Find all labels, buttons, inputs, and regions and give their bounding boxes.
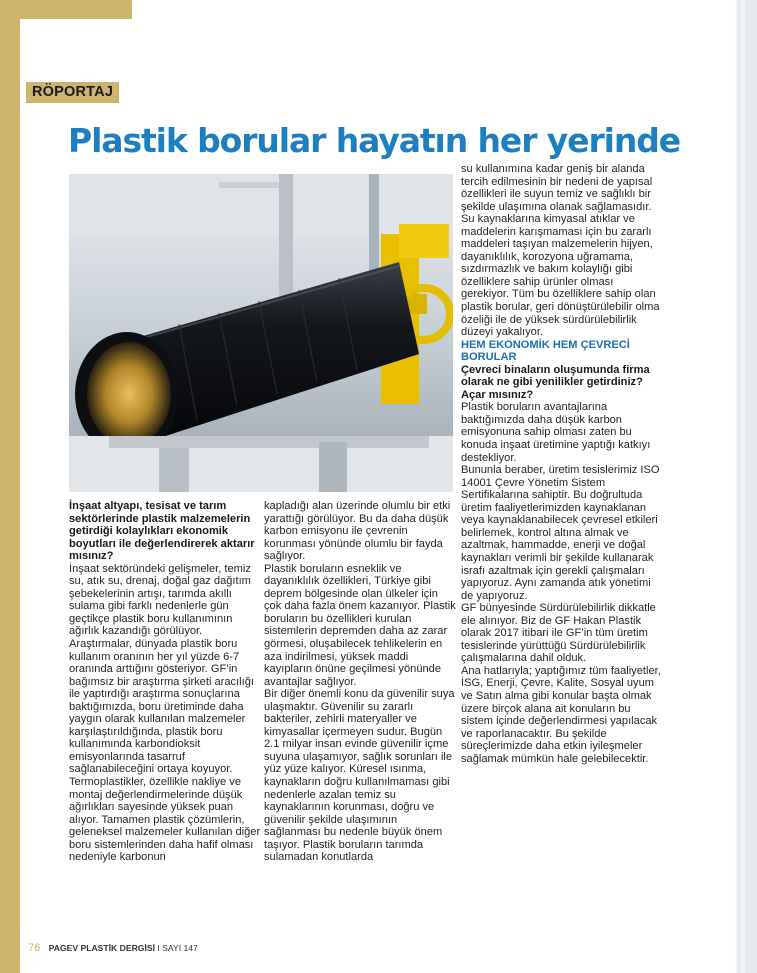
interview-question: İnşaat altyapı, tesisat ve tarım sektörlerinde plastik malzemelerin getirdiği kolaylıkları ekonomik boyutları ile değerlendirerek aktarır mısınız? (69, 500, 255, 563)
adjacent-page-edge (735, 0, 757, 973)
body-paragraph: Plastik boruların avantajlarına baktığımızda daha düşük karbon emisyonuna sahip olması zaten bu konuda inşaat üretimine yaptığı katkıyı destekliyor. (461, 401, 651, 464)
interview-question: Çevreci binaların oluşumunda firma olarak ne gibi yenilikler getirdiniz? Açar mısınız? (461, 363, 650, 401)
gold-corner-tab (20, 0, 132, 19)
section-badge: RÖPORTAJ (26, 82, 119, 103)
page-footer (28, 942, 198, 954)
section-heading: HEM EKONOMİK HEM ÇEVRECİ BORULAR (461, 338, 630, 364)
magazine-name: PAGEV PLASTİK DERGİSİ (48, 943, 155, 953)
article-title: Plastik borular hayatın her yerinde (68, 121, 681, 160)
issue-number: SAYI 147 (162, 943, 198, 953)
body-paragraph: Termoplastikler, özellikle nakliye ve montaj değerlendirmelerinde düşük ağırlıkları sayesinde yüksek puan alıyor. Tamamen plastik çözümlerin, geleneksel malzemeler kullanılan diğer boru sistemlerinden daha hafif olması nedeniyle karbonun (69, 776, 261, 864)
body-paragraph: su kullanımına kadar geniş bir alanda tercih edilmesinin bir nedeni de yapısal özellikleri ile suyun temiz ve sağlıklı bir şekilde ulaşımına olanak sağlamasıdır. Su kaynaklarına kimyasal atıklar ve maddelerin karışmaması için bu zararlı maddeleri taşıyan malzemelerin hijyen, dayanıklılık, korozyona uğramama, sızdırmazlık ve bakım kolaylığı gibi özelliklere sahip ürünler olması gerekiyor. Tüm bu özelliklere sahip olan plastik borular, geri dönüştürülebilir olma özeliği ile de yüksek sürdürülebilirlik düzeyi yakalıyor. (461, 163, 660, 339)
article-column-2 (264, 500, 456, 864)
body-paragraph: Ana hatlarıyla; yaptığımız tüm faaliyetler, İSG, Enerji, Çevre, Kalite, Sosyal uyum ve Satın alma gibi konular başta olmak üzere birçok alana ait konuların bu sistem içinde değerlendirmesi yapılacak ve raporlanacaktır. Bu şekilde süreçlerimizde daha etkin iyileşmeler sağlamak mümkün hale gelebilecektir. (461, 664, 661, 765)
body-paragraph: Bir diğer önemli konu da güvenilir suya ulaşmaktır. Güvenilir su zararlı bakteriler, zehirli materyaller ve kimyasallar içermeyen sudur. Bugün 2.1 milyar insan evinde güvenilir içme suyuna ulaşamıyor, sağlık sorunları ile yüz yüze kalıyor. Küresel ısınma, kaynakların doğru kullanılmaması gibi nedenlerle azalan temiz su kaynaklarının korunması, doğru ve güvenilir şekilde ulaşımının sağlanması bu nedenle büyük önem taşıyor. Plastik boruların tarımda sulamadan konutlarda (264, 688, 455, 864)
article-column-3 (461, 163, 661, 765)
body-paragraph: Plastik boruların esneklik ve dayanıklılık özellikleri, Türkiye gibi deprem bölgesinde olan ülkeler için çok daha fazla önem kazanıyor. Plastik boruların bu özellikleri kurulan sistemlerin depremden daha az zarar görmesi, oluşabilecek tehlikelerin en aza indirilmesi, yüksek maddi kayıpların önüne geçilmesi yönünde avantajlar sağlıyor. (264, 562, 456, 688)
body-paragraph: İnşaat sektöründeki gelişmeler, temiz su, atık su, drenaj, doğal gaz dağıtım şebekelerinin artışı, tarımda akıllı sulama gibi farklı nedenlerle gün geçtikçe plastik boru kullanımının ağırlık kazandığı görülüyor. Araştırmalar, dünyada plastik boru kullanım oranının her yıl yüzde 6-7 oranında arttığını gösteriyor. GF’in bağımsız bir araştırma şirketi aracılığı ile yaptırdığı araştırma sonuçlarına baktığımızda, boru üretiminde daha yaygın olarak kullanılan malzemeler karşılaştırıldığında, plastik boru kullanımında karbondioksit emisyonlarında tasarruf sağlanabileceğini ortaya koyuyor. (69, 562, 254, 776)
article-column-1 (69, 500, 261, 864)
pipe-illustration (69, 174, 453, 492)
gold-margin-bar (0, 0, 20, 973)
body-paragraph: GF bünyesinde Sürdürülebilirlik dikkatle ele alınıyor. Biz de GF Hakan Plastik olarak 2017 itibari ile GF’in tüm üretim tesislerinde yürüttüğü Sürdürülebilirlik çalışmalarına dahil olduk. (461, 602, 656, 665)
footer-separator: I (157, 943, 160, 953)
pipe-factory-photo (69, 174, 453, 492)
body-paragraph: kapladığı alan üzerinde olumlu bir etki yarattığı görülüyor. Bu da daha düşük karbon emisyonu ile çevrenin korunması yönünde olumlu bir fayda sağlıyor. (264, 500, 451, 563)
body-paragraph: Bununla beraber, üretim tesislerimiz ISO 14001 Çevre Yönetim Sistem Sertifikalarına sahiptir. Bu doğrultuda üretim faaliyetlerimizden kaynaklanan veya kaynaklanabilecek çevresel etkileri belirlemek, kontrol altına almak ve azaltmak, hammadde, enerji ve doğal kaynakları verimli bir şekilde kullanarak israfı azaltmak için gerekli çalışmaları yapıyoruz. Aynı zamanda atık yönetimi de yapıyoruz. (461, 464, 660, 602)
page-number: 76 (28, 942, 41, 954)
